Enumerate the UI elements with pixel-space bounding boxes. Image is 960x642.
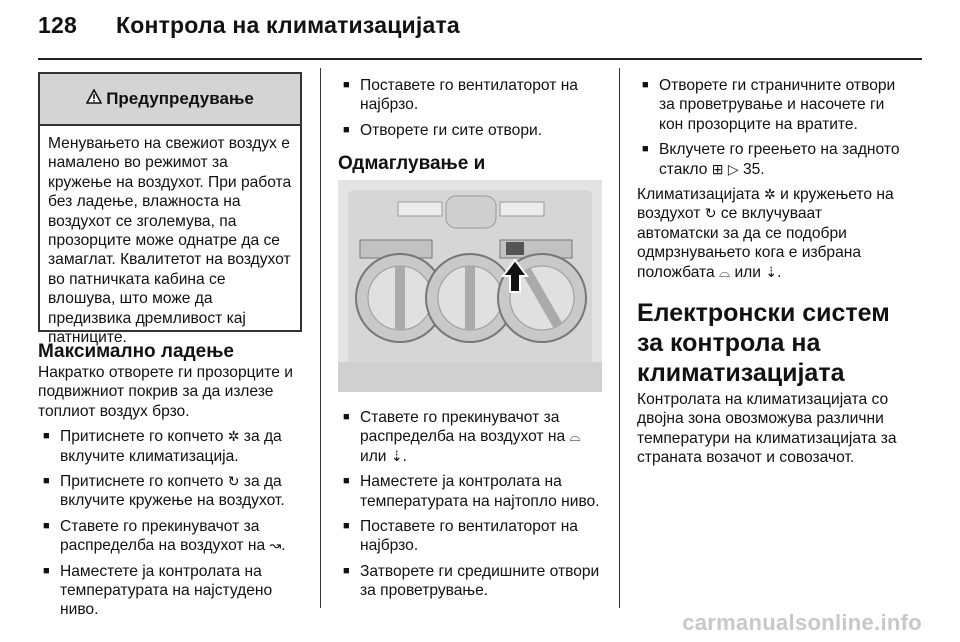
ac-snowflake-icon: ✲ (764, 186, 776, 203)
windscreen-footwell-icon: ⇣ (390, 447, 403, 464)
windscreen-footwell-icon: ⇣ (765, 263, 778, 280)
warning-box (38, 72, 302, 347)
list-item: ■ Отворете ги страничните отвори за проветрување и насочете ги кон прозорците на вратите. (637, 76, 903, 134)
list-item: ■ Притиснете го копчето ↻ за да вклучите кружење на воздухот. (38, 472, 306, 511)
list-item: ■ Ставете го прекинувачот за распределба на воздухот на ↝. (38, 517, 306, 556)
list-item: ■ Поставете го вентилаторот на најбрзо. (338, 76, 606, 115)
list-item: ■ Вклучете го греењето на задното стакло ⊞ ▷ 35. (637, 140, 903, 179)
column-divider-2 (619, 68, 620, 608)
recirculation-icon: ↻ (227, 473, 240, 490)
windscreen-icon: ⌓ (569, 428, 581, 445)
page-header (38, 12, 460, 39)
page-number: 128 (38, 12, 77, 38)
list-item: ■ Затворете ги средишните отвори за проветрување. (338, 562, 606, 601)
warning-header (40, 74, 300, 126)
watermark: carmanualsonline.info (682, 610, 922, 635)
warning-text: Менувањето на свежиот воздух е намалено во режимот за кружење на воздухот. При работа без ладење, влажноста на воздухот се зголемува, па прозорците може однатре да се замаглат. Квалитетот на воздухот во патничката кабина се влошува, што може да предизвика дремливост кај патниците. (48, 135, 292, 347)
ac-snowflake-icon: ✲ (227, 428, 240, 445)
header-rule (38, 58, 922, 60)
page-ref-icon: ▷ (727, 160, 739, 177)
recirculation-icon: ↻ (704, 205, 717, 222)
rear-defrost-icon: ⊞ (711, 160, 724, 177)
list-item: ■ Наместете ја контролата на температурата на најстудено ниво. (38, 562, 306, 620)
auto-defrost-paragraph: Климатизацијата ✲ и кружењето на воздухот ↻ се вклучуваат автоматски за да се подобри одмрзнувањето кога е избрана положбата ⌓ или ⇣. (637, 186, 894, 281)
heading-defog: Одмаглување и (338, 153, 486, 175)
list-item: ■ Отворете ги сите отвори. (338, 121, 606, 140)
list-item: ■ Ставете го прекинувачот за распределба на воздухот на ⌓ или ⇣. (338, 408, 606, 466)
heading-electronic-climate: Електронски систем за контрола на климатизацијата (637, 299, 890, 388)
heading-max-cooling: Максимално ладење (38, 341, 234, 362)
climate-control-panel-figure (338, 180, 602, 392)
column-1 (38, 340, 306, 620)
list-item: ■ Притиснете го копчето ✲ за да вклучите климатизација. (38, 427, 306, 466)
column-divider-1 (320, 68, 321, 608)
dual-zone-paragraph: Контролата на климатизацијата со двојна зона овозможува различни температури на климатизацијата за страната возачот и совозачот. (637, 391, 897, 467)
windscreen-icon: ⌓ (719, 263, 731, 280)
warning-title: Предупредување (106, 89, 254, 108)
max-cooling-intro: Накратко отворете ги прозорците и подвижниот покрив за да излезе топлиот воздух брзо. (38, 364, 293, 420)
list-item: ■ Наместете ја контролата на температурата на најтопло ниво. (338, 472, 606, 511)
column-2-lower (338, 402, 606, 601)
page-title: Контрола на климатизацијата (116, 12, 460, 38)
air-distribution-icon: ↝ (269, 537, 282, 554)
column-3 (637, 72, 903, 468)
list-item: ■ Поставете го вентилаторот на најбрзо. (338, 517, 606, 556)
warning-triangle-icon (86, 89, 102, 109)
